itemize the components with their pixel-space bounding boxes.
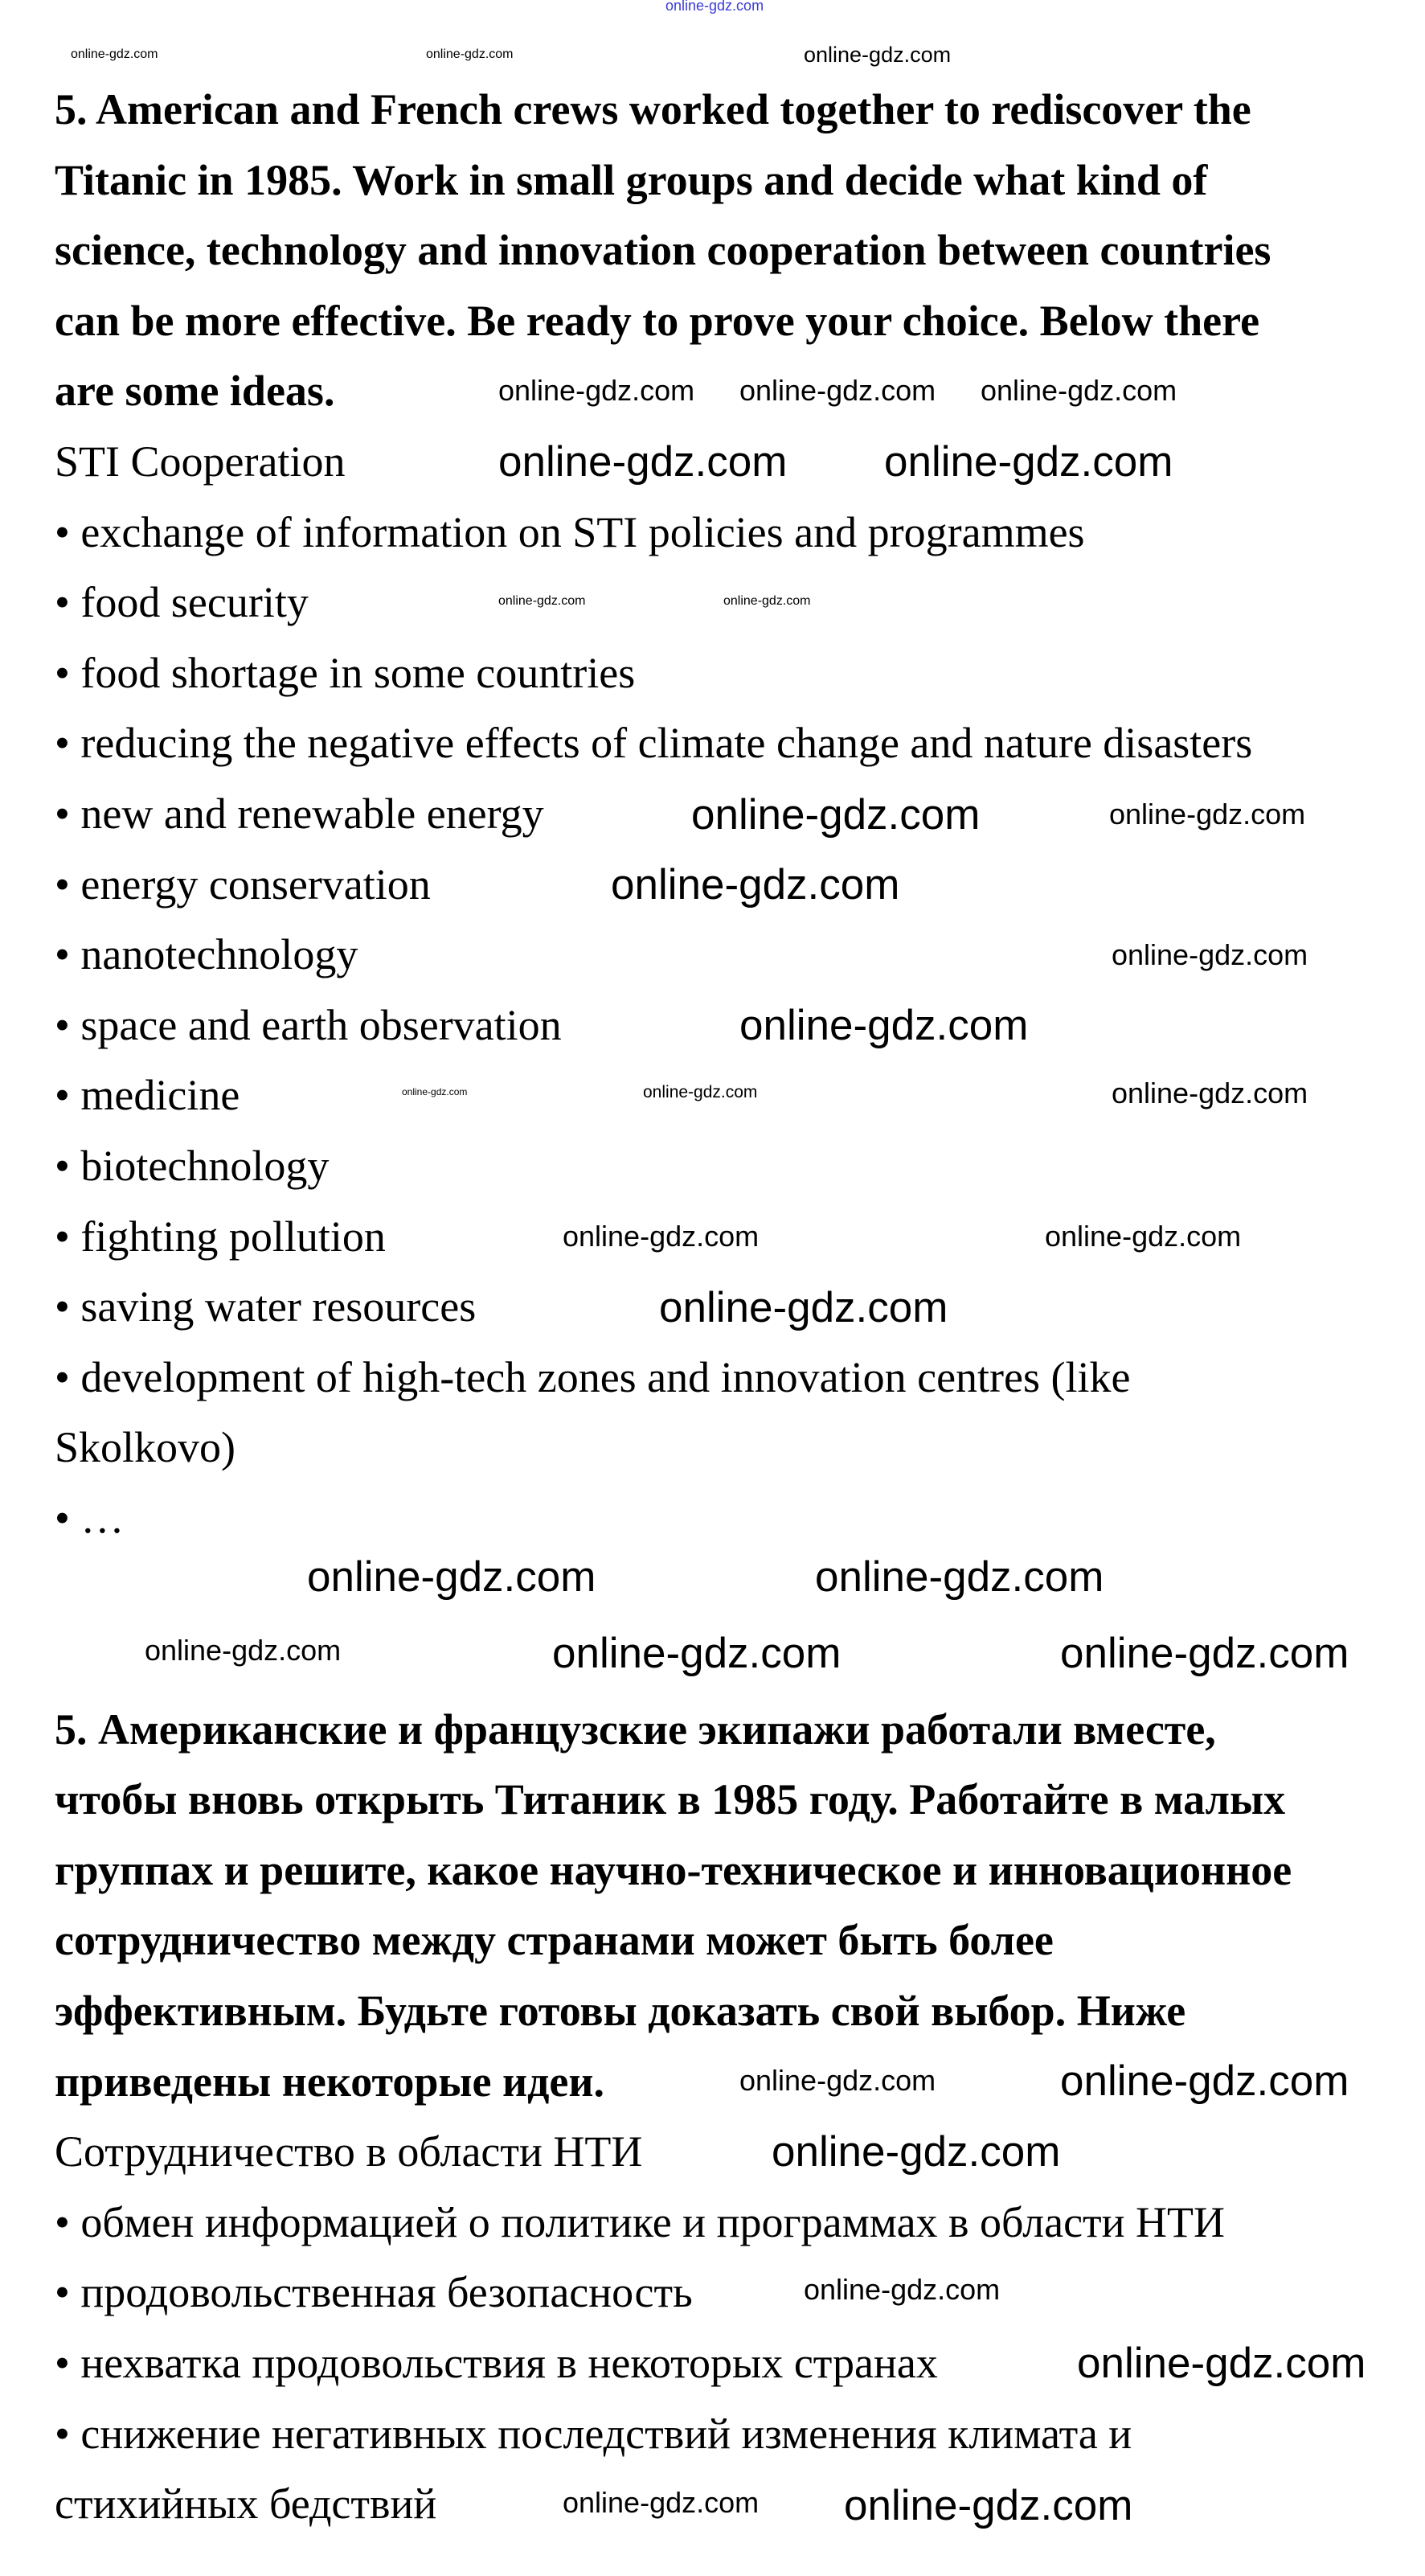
watermark: online-gdz.com	[611, 861, 900, 909]
list-item: • space and earth observation	[55, 1000, 562, 1049]
watermark: online-gdz.com	[804, 43, 952, 67]
list-title: Сотрудничество в области НТИ	[55, 2127, 643, 2176]
watermark: online-gdz.com	[804, 2273, 1001, 2306]
watermark: online-gdz.com	[665, 0, 764, 14]
list-item: • biotechnology	[55, 1141, 330, 1190]
list-item: • saving water resources	[55, 1282, 477, 1331]
watermark: online-gdz.com	[552, 1630, 841, 1677]
watermark: online-gdz.com	[1060, 2057, 1349, 2105]
list-title: STI Cooperation	[55, 437, 346, 486]
list-item: • reducing the negative effects of climate change and nature disasters	[55, 719, 1253, 768]
task-heading-line: can be more effective. Be ready to prove your choice. Below there	[55, 296, 1260, 345]
list-item: • нехватка продовольствия в некоторых странах	[55, 2339, 938, 2387]
task-heading-line: приведены некоторые идеи.	[55, 2057, 604, 2106]
watermark: online-gdz.com	[691, 791, 981, 839]
task-heading-line: 5. Американские и французские экипажи работали вместе,	[55, 1704, 1216, 1754]
task-heading-line: Titanic in 1985. Work in small groups and decide what kind of	[55, 155, 1208, 204]
list-item: • продовольственная безопасность	[55, 2268, 693, 2317]
watermark: online-gdz.com	[884, 438, 1173, 486]
watermark: online-gdz.com	[563, 2486, 760, 2519]
list-item: • development of high-tech zones and innovation centres (like	[55, 1352, 1131, 1401]
list-item: • …	[55, 1493, 125, 1542]
watermark: online-gdz.com	[739, 374, 936, 407]
watermark: online-gdz.com	[563, 1220, 760, 1253]
list-item: • exchange of information on STI policies and programmes	[55, 507, 1085, 556]
spacer	[55, 1553, 1421, 1624]
watermark: online-gdz.com	[659, 1284, 948, 1331]
watermark: online-gdz.com	[1112, 938, 1308, 971]
list-item: • nanotechnology	[55, 930, 358, 979]
task-heading-line: 5. American and French crews worked together to rediscover the	[55, 85, 1251, 133]
task-heading-line: эффективным. Будьте готовы доказать свой выбор. Ниже	[55, 1987, 1186, 2036]
watermark: online-gdz.com	[1109, 798, 1306, 831]
list-item: Skolkovo)	[55, 1423, 236, 1472]
watermark: online-gdz.com	[1077, 2340, 1366, 2387]
list-item: • снижение негативных последствий изменения климата и	[55, 2409, 1132, 2458]
list-item: • new and renewable energy	[55, 789, 544, 838]
watermark: online-gdz.com	[844, 2482, 1133, 2529]
watermark: online-gdz.com	[307, 1553, 596, 1601]
watermark: online-gdz.com	[402, 1086, 468, 1097]
list-item: • обмен информацией о политике и программах в области НТИ	[55, 2197, 1226, 2246]
watermark: online-gdz.com	[498, 374, 695, 407]
list-item: • medicine	[55, 1071, 240, 1120]
watermark: online-gdz.com	[145, 1634, 342, 1667]
list-item: стихийных бедствий	[55, 2480, 437, 2529]
watermark: online-gdz.com	[1112, 1077, 1308, 1110]
watermark: online-gdz.com	[71, 47, 158, 61]
task-heading-line: are some ideas.	[55, 367, 335, 416]
task-heading-line: science, technology and innovation cooperation between countries	[55, 226, 1271, 275]
watermark: online-gdz.com	[739, 1002, 1029, 1049]
watermark: online-gdz.com	[426, 47, 514, 61]
list-item: • energy conservation	[55, 859, 431, 909]
list-item: • food shortage in some countries	[55, 648, 636, 697]
watermark: online-gdz.com	[981, 374, 1177, 407]
watermark: online-gdz.com	[1060, 1630, 1349, 1677]
watermark: online-gdz.com	[739, 2064, 936, 2097]
watermark: online-gdz.com	[1045, 1220, 1242, 1253]
list-item: • food security	[55, 578, 309, 627]
list-item: • fighting pollution	[55, 1212, 386, 1261]
task-heading-line: группах и решите, какое научно-техническое и инновационное	[55, 1845, 1292, 1894]
watermark: online-gdz.com	[772, 2128, 1061, 2176]
task-heading-line: чтобы вновь открыть Титаник в 1985 году. Работайте в малых	[55, 1775, 1286, 1824]
watermark: online-gdz.com	[498, 438, 788, 486]
watermark: online-gdz.com	[723, 594, 811, 608]
watermark: online-gdz.com	[815, 1553, 1104, 1601]
task-heading-line: сотрудничество между странами может быть более	[55, 1916, 1054, 1965]
watermark: online-gdz.com	[643, 1083, 758, 1101]
watermark: online-gdz.com	[498, 594, 586, 608]
